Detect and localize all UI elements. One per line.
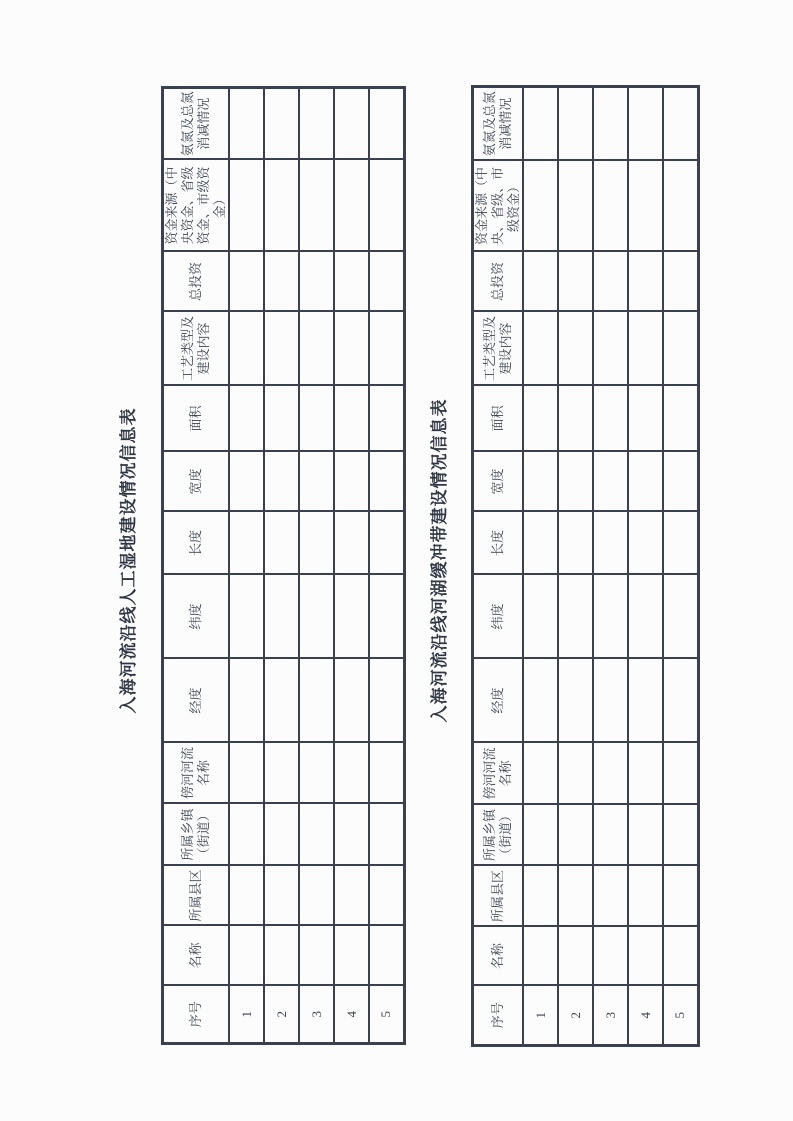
table-cell (663, 386, 698, 452)
table-cell (523, 659, 558, 743)
table-cell (558, 87, 593, 161)
table-cell (229, 160, 264, 252)
header-line: 名称 (498, 760, 513, 787)
header-line: 建设内容 (498, 322, 513, 375)
table-cell (264, 926, 299, 986)
table-cell (523, 575, 558, 659)
header-line: 建设内容 (196, 322, 211, 375)
header-line: 宽度 (490, 468, 505, 495)
serial-cell: 4 (334, 986, 369, 1044)
table-row (334, 88, 369, 1044)
header-cell (473, 161, 524, 252)
header-line: 总投资 (490, 262, 505, 302)
serial-cell: 3 (593, 986, 628, 1046)
table-cell (628, 575, 663, 659)
table-cell (628, 161, 663, 252)
table-cell (558, 312, 593, 386)
table-row (523, 87, 558, 1046)
table-cell (229, 452, 264, 512)
table-cell (264, 512, 299, 575)
table-cell (299, 926, 334, 986)
table-cell (558, 866, 593, 927)
header-cell (473, 312, 524, 386)
header-cell (163, 88, 230, 160)
table-cell (229, 926, 264, 986)
header-line: 级资金） (506, 180, 521, 233)
table-cell (229, 659, 264, 743)
table-cell (663, 866, 698, 927)
table-cell (229, 804, 264, 866)
header-line: 纬度 (490, 603, 505, 630)
table-cell (264, 88, 299, 160)
table-cell (264, 312, 299, 386)
table-cell (299, 312, 334, 386)
header-cell (473, 927, 524, 986)
header-line: 消减情况 (498, 97, 513, 150)
header-cell (163, 386, 230, 452)
table-cell (334, 804, 369, 866)
table-cell (523, 312, 558, 386)
header-cell (163, 659, 230, 743)
table-row (628, 87, 663, 1046)
table-cell (663, 252, 698, 312)
table-row (299, 88, 334, 1044)
serial-cell: 2 (264, 986, 299, 1044)
table-cell (229, 575, 264, 659)
table-cell (334, 926, 369, 986)
table-cell (299, 866, 334, 926)
table-cell (593, 866, 628, 927)
header-line: 经度 (188, 687, 203, 714)
table-cell (229, 88, 264, 160)
header-line: 总投资 (188, 262, 203, 302)
header-line: 所属乡镇 (180, 808, 195, 861)
header-cell (163, 512, 230, 575)
serial-cell: 2 (558, 986, 593, 1046)
header-row (473, 87, 524, 1046)
table-cell (558, 805, 593, 866)
header-cell (473, 386, 524, 452)
header-line: 工艺类型及 (482, 316, 497, 382)
header-line: 傍河河流 (482, 747, 497, 800)
header-line: 氨氮及总氮 (180, 91, 195, 157)
table-cell (593, 386, 628, 452)
table-cell (264, 452, 299, 512)
header-cell (473, 512, 524, 575)
header-cell (473, 252, 524, 312)
table-cell (334, 866, 369, 926)
table-cell (229, 312, 264, 386)
header-cell (163, 452, 230, 512)
table-cell (558, 927, 593, 986)
table-cell (334, 88, 369, 160)
table-cell (593, 805, 628, 866)
table-cell (299, 452, 334, 512)
table-cell (334, 160, 369, 252)
header-cell (163, 926, 230, 986)
header-cell (163, 575, 230, 659)
table-cell (558, 161, 593, 252)
header-line: 傍河河流 (180, 747, 195, 800)
table-cell (334, 252, 369, 312)
table-cell (663, 512, 698, 575)
table-cell (264, 386, 299, 452)
table-cell (369, 743, 404, 804)
table-cell (299, 386, 334, 452)
table-cell (369, 452, 404, 512)
header-line: 资金来源（中 (474, 167, 489, 246)
header-cell (473, 575, 524, 659)
table-cell (558, 386, 593, 452)
header-line: 长度 (490, 530, 505, 557)
table-row (369, 88, 404, 1044)
table-cell (663, 659, 698, 743)
table-cell (369, 252, 404, 312)
table-cell (558, 252, 593, 312)
table-cell (264, 743, 299, 804)
header-line: 所属乡镇 (482, 809, 497, 862)
table-cell (593, 512, 628, 575)
header-cell (163, 312, 230, 386)
table-cell (299, 659, 334, 743)
header-line: 央、省级、市 (490, 167, 505, 246)
header-line: 纬度 (188, 603, 203, 630)
table-cell (593, 575, 628, 659)
table-cell (264, 804, 299, 866)
wetland-table-host (161, 86, 406, 1045)
table-cell (628, 659, 663, 743)
header-line: 经度 (490, 687, 505, 714)
table-cell (299, 804, 334, 866)
table-cell (593, 312, 628, 386)
table-cell (593, 743, 628, 805)
table-cell (264, 659, 299, 743)
header-cell (473, 87, 524, 161)
serial-cell: 5 (369, 986, 404, 1044)
table-cell (593, 87, 628, 161)
table-cell (663, 805, 698, 866)
table-cell (299, 88, 334, 160)
table-cell (663, 452, 698, 512)
table-cell (229, 252, 264, 312)
table-cell (523, 743, 558, 805)
table-title-wetland: 入海河流沿线人工湿地建设情况信息表 (119, 407, 138, 714)
table-cell (628, 386, 663, 452)
table-cell (229, 386, 264, 452)
header-line: 资金来源（中 (164, 166, 179, 245)
table-cell (369, 88, 404, 160)
table-cell (523, 386, 558, 452)
table-cell (334, 386, 369, 452)
table-cell (663, 927, 698, 986)
header-line: 面积 (188, 405, 203, 432)
header-line: 名称 (490, 943, 505, 970)
header-line: 所属县区 (188, 869, 203, 922)
header-line: 名称 (188, 942, 203, 969)
header-line: 所属县区 (490, 870, 505, 923)
table-cell (663, 312, 698, 386)
table-cell (229, 866, 264, 926)
table-row (229, 88, 264, 1044)
table-cell (369, 926, 404, 986)
table-cell (334, 575, 369, 659)
header-line: 工艺类型及 (180, 316, 195, 382)
table-cell (523, 452, 558, 512)
table-cell (369, 386, 404, 452)
header-cell (473, 866, 524, 927)
wetland-construction-table (161, 86, 406, 1045)
table-cell (523, 805, 558, 866)
table-cell (264, 252, 299, 312)
header-cell (473, 805, 524, 866)
table-cell (369, 659, 404, 743)
table-cell (334, 512, 369, 575)
table-row (663, 87, 698, 1046)
table-cell (523, 252, 558, 312)
table-cell (369, 575, 404, 659)
table-cell (299, 160, 334, 252)
table-cell (593, 252, 628, 312)
table-cell (593, 161, 628, 252)
table-row (264, 88, 299, 1044)
table-cell (264, 866, 299, 926)
table-cell (558, 452, 593, 512)
header-cell (473, 659, 524, 743)
table-cell (229, 743, 264, 804)
table-cell (558, 512, 593, 575)
header-line: 序号 (490, 1002, 505, 1029)
header-row (163, 88, 230, 1044)
table-cell (593, 927, 628, 986)
table-title-buffer: 入海河流沿线河湖缓冲带建设情况信息表 (430, 398, 449, 723)
serial-cell: 1 (523, 986, 558, 1046)
table-cell (523, 87, 558, 161)
header-cell (163, 986, 230, 1044)
table-cell (369, 312, 404, 386)
header-line: 氨氮及总氮 (482, 91, 497, 157)
table-cell (663, 743, 698, 805)
table-cell (558, 575, 593, 659)
header-cell (163, 252, 230, 312)
table-cell (264, 160, 299, 252)
table-cell (628, 87, 663, 161)
serial-cell: 5 (663, 986, 698, 1046)
river-lake-buffer-table (471, 85, 700, 1047)
table-cell (264, 575, 299, 659)
header-line: （街道） (498, 809, 513, 862)
table-cell (369, 804, 404, 866)
table-cell (628, 512, 663, 575)
header-line: 资金、市级资 (196, 166, 211, 245)
header-line: 央资金、省级 (180, 166, 195, 245)
header-cell (163, 743, 230, 804)
table-cell (628, 866, 663, 927)
table-cell (523, 866, 558, 927)
table-cell (334, 312, 369, 386)
table-cell (558, 743, 593, 805)
table-cell (369, 160, 404, 252)
header-line: （街道） (196, 808, 211, 861)
header-cell (473, 452, 524, 512)
table-cell (628, 805, 663, 866)
table-cell (628, 452, 663, 512)
table-cell (299, 575, 334, 659)
buffer-table-host (471, 85, 700, 1047)
serial-cell: 4 (628, 986, 663, 1046)
table-cell (299, 512, 334, 575)
table-cell (663, 575, 698, 659)
header-line: 消减情况 (196, 97, 211, 150)
header-cell (163, 866, 230, 926)
table-cell (369, 512, 404, 575)
header-line: 序号 (188, 1001, 203, 1028)
serial-cell: 3 (299, 986, 334, 1044)
table-row (558, 87, 593, 1046)
table-cell (558, 659, 593, 743)
table-cell (628, 743, 663, 805)
header-line: 面积 (490, 405, 505, 432)
table-cell (334, 743, 369, 804)
table-cell (523, 512, 558, 575)
header-cell (473, 986, 524, 1046)
header-line: 宽度 (188, 468, 203, 495)
table-row (593, 87, 628, 1046)
header-cell (163, 160, 230, 252)
table-cell (334, 452, 369, 512)
table-cell (628, 927, 663, 986)
table-cell (663, 87, 698, 161)
table-cell (299, 743, 334, 804)
table-cell (523, 927, 558, 986)
table-cell (663, 161, 698, 252)
table-cell (299, 252, 334, 312)
table-cell (523, 161, 558, 252)
table-cell (334, 659, 369, 743)
table-cell (369, 866, 404, 926)
header-line: 金） (212, 192, 227, 219)
table-cell (628, 252, 663, 312)
serial-cell: 1 (229, 986, 264, 1044)
table-cell (593, 659, 628, 743)
header-cell (163, 804, 230, 866)
header-cell (473, 743, 524, 805)
table-cell (628, 312, 663, 386)
header-line: 长度 (188, 530, 203, 557)
table-cell (593, 452, 628, 512)
table-cell (229, 512, 264, 575)
header-line: 名称 (196, 760, 211, 787)
